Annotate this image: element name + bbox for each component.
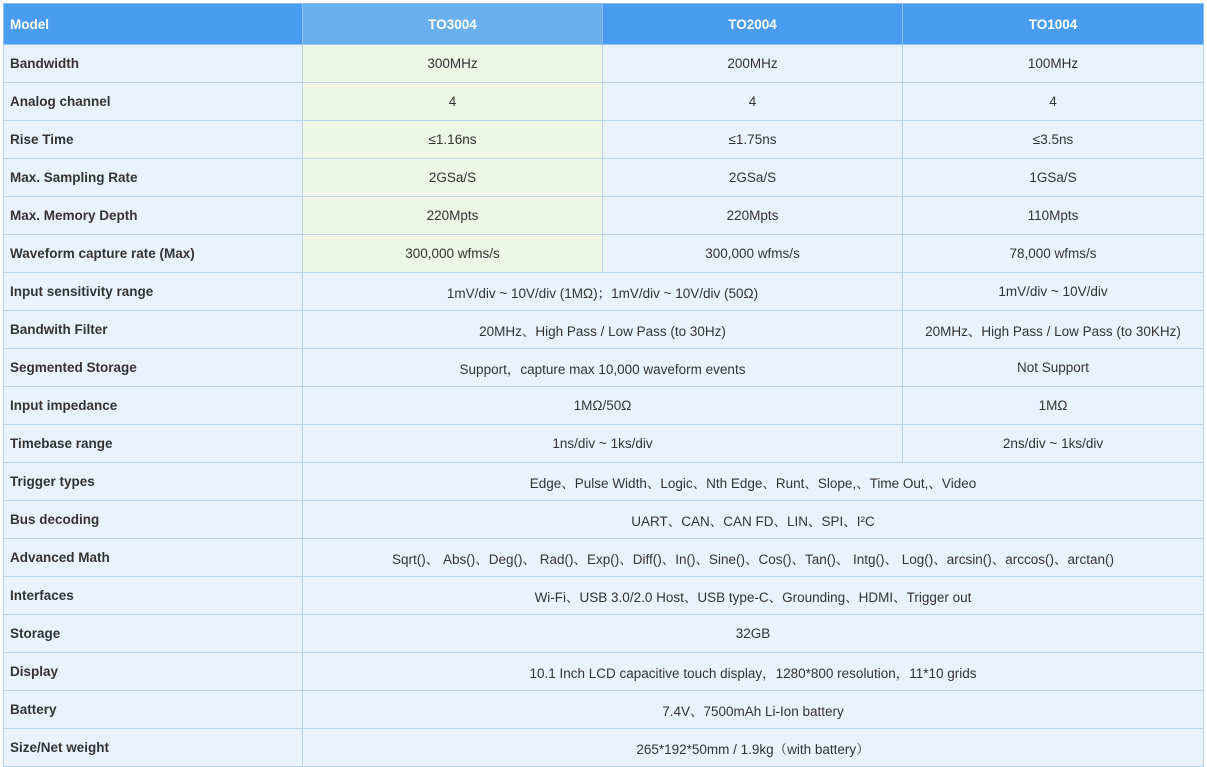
row-label: Analog channel <box>4 83 303 121</box>
row-label: Input impedance <box>4 387 303 425</box>
row-label: Battery <box>4 691 303 729</box>
cell-value: 100MHz <box>903 45 1204 83</box>
cell-value: Support，capture max 10,000 waveform events <box>303 349 903 387</box>
row-label: Max. Memory Depth <box>4 197 303 235</box>
row-label: Bus decoding <box>4 501 303 539</box>
cell-value: 2GSa/S <box>603 159 903 197</box>
row-label: Storage <box>4 615 303 653</box>
table-row <box>4 349 1204 387</box>
row-label: Trigger types <box>4 463 303 501</box>
row-label: Size/Net weight <box>4 729 303 767</box>
row-label: Display <box>4 653 303 691</box>
cell-value: 300,000 wfms/s <box>603 235 903 273</box>
table-row <box>4 197 1204 235</box>
cell-value: 200MHz <box>603 45 903 83</box>
row-label: Timebase range <box>4 425 303 463</box>
row-label: Input sensitivity range <box>4 273 303 311</box>
table-row <box>4 311 1204 349</box>
cell-value: 4 <box>603 83 903 121</box>
cell-value: 1mV/div ~ 10V/div (1MΩ)；1mV/div ~ 10V/div (50Ω) <box>303 273 903 311</box>
model-to1004: TO1004 <box>903 4 1204 45</box>
cell-value: 1MΩ/50Ω <box>303 387 903 425</box>
cell-value: 1GSa/S <box>903 159 1204 197</box>
cell-value: 110Mpts <box>903 197 1204 235</box>
cell-value: Wi-Fi、USB 3.0/2.0 Host、USB type-C、Grounding、HDMI、Trigger out <box>303 577 1204 615</box>
cell-value: 4 <box>303 83 603 121</box>
row-label: Segmented Storage <box>4 349 303 387</box>
table-row <box>4 539 1204 577</box>
table-row <box>4 577 1204 615</box>
cell-value: 4 <box>903 83 1204 121</box>
table-row <box>4 425 1204 463</box>
cell-value: 300,000 wfms/s <box>303 235 603 273</box>
row-label: Advanced Math <box>4 539 303 577</box>
cell-value: 2GSa/S <box>303 159 603 197</box>
cell-value: Sqrt()、 Abs()、Deg()、 Rad()、Exp()、Diff()、In()、Sine()、Cos()、Tan()、 Intg()、 Log()、arcsin()、arccos()、arctan() <box>303 539 1204 577</box>
spec-comparison-table <box>3 3 1204 767</box>
table-row <box>4 83 1204 121</box>
model-to3004: TO3004 <box>303 4 603 45</box>
table-row <box>4 729 1204 767</box>
cell-value: 10.1 Inch LCD capacitive touch display，1280*800 resolution，11*10 grids <box>303 653 1204 691</box>
row-label: Rise Time <box>4 121 303 159</box>
cell-value: ≤1.75ns <box>603 121 903 159</box>
table-row <box>4 463 1204 501</box>
cell-value: 1ns/div ~ 1ks/div <box>303 425 903 463</box>
model-to2004: TO2004 <box>603 4 903 45</box>
row-label: Interfaces <box>4 577 303 615</box>
row-label: Waveform capture rate (Max) <box>4 235 303 273</box>
cell-value: 265*192*50mm / 1.9kg（with battery） <box>303 729 1204 767</box>
cell-value: 78,000 wfms/s <box>903 235 1204 273</box>
row-label: Max. Sampling Rate <box>4 159 303 197</box>
cell-value: 20MHz、High Pass / Low Pass (to 30KHz) <box>903 311 1204 349</box>
table-row <box>4 501 1204 539</box>
row-label: Bandwith Filter <box>4 311 303 349</box>
cell-value: 220Mpts <box>303 197 603 235</box>
cell-value: UART、CAN、CAN FD、LIN、SPI、I²C <box>303 501 1204 539</box>
table-row <box>4 615 1204 653</box>
cell-value: ≤1.16ns <box>303 121 603 159</box>
cell-value: Edge、Pulse Width、Logic、Nth Edge、Runt、Slope,、Time Out,、Video <box>303 463 1204 501</box>
table-row <box>4 273 1204 311</box>
cell-value: 7.4V、7500mAh Li-Ion battery <box>303 691 1204 729</box>
cell-value: 2ns/div ~ 1ks/div <box>903 425 1204 463</box>
cell-value: 220Mpts <box>603 197 903 235</box>
cell-value: 1mV/div ~ 10V/div <box>903 273 1204 311</box>
table-row <box>4 45 1204 83</box>
row-label: Bandwidth <box>4 45 303 83</box>
table-row <box>4 387 1204 425</box>
cell-value: 32GB <box>303 615 1204 653</box>
header-row <box>4 4 1204 45</box>
table-row <box>4 235 1204 273</box>
table-row <box>4 653 1204 691</box>
cell-value: 300MHz <box>303 45 603 83</box>
table-row <box>4 159 1204 197</box>
cell-value: 1MΩ <box>903 387 1204 425</box>
model-header: Model <box>4 4 303 45</box>
cell-value: ≤3.5ns <box>903 121 1204 159</box>
cell-value: 20MHz、High Pass / Low Pass (to 30Hz) <box>303 311 903 349</box>
table-row <box>4 121 1204 159</box>
cell-value: Not Support <box>903 349 1204 387</box>
table-row <box>4 691 1204 729</box>
